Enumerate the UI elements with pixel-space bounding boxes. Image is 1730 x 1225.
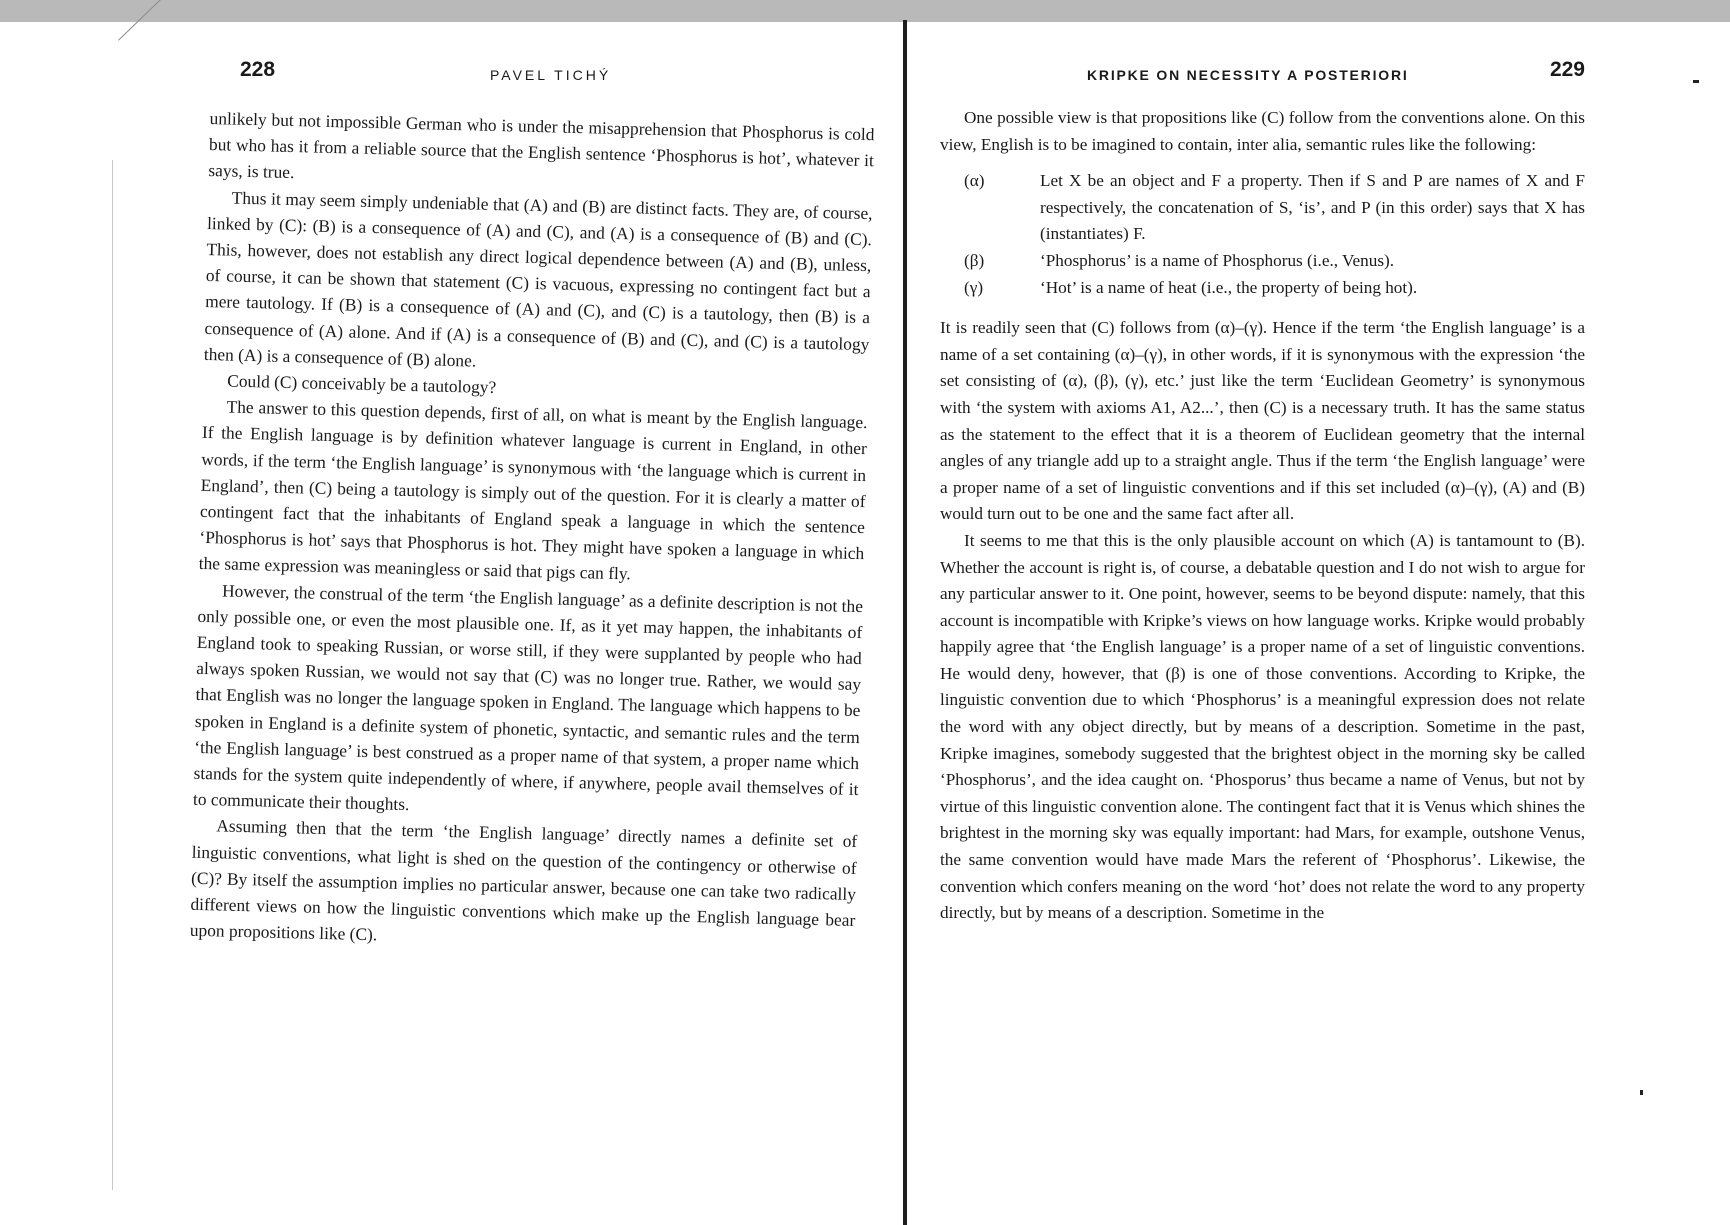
right-page-body [940,105,1585,927]
book-gutter [903,20,907,1225]
left-paragraph-3: Could (C) conceivably be a tautology? [227,370,497,398]
rule-text: Let X be an object and F a property. Then if S and P are names of X and F respectively, the concatenation of S, ‘is’, and P (in this order) says that X has (instantiates) F. [1040,171,1585,244]
left-running-head [210,50,875,105]
right-running-head [940,50,1585,105]
right-intro-paragraph: One possible view is that propositions like (C) follow from the conventions alone. On this view, English is to be imagined to contain, inter alia, semantic rules like the following: [940,108,1585,154]
rule-label: (β) [964,250,985,270]
rule-gamma [940,275,1585,302]
left-paragraph-5: However, the construal of the term ‘the English language’ as a definite description is not the only possible one, or even the most plausible one. If, as it yet may happen, the inhabitants of England took to speaking Russian, or worse still, if they were supplanted by people who had always spoken Russian, we would not say that (C) was no longer true. Rather, we would say that English was no longer the language spoken in England. The language which happens to be spoken in England is a definite system of phonetic, syntactic, and semantic rules and the term ‘the English language’ is best construed as a proper name of that system, a proper name which stands for the system quite independently of where, if anywhere, people avail themselves of it to communicate their thoughts. [192,580,864,815]
left-page-number: 228 [240,58,276,81]
right-page [940,50,1585,927]
rule-text: ‘Hot’ is a name of heat (i.e., the property of being hot). [1040,277,1418,297]
left-paragraph-2: Thus it may seem simply undeniable that (A) and (B) are distinct facts. They are, of course, linked by (C): (B) is a consequence of (A) and (C), and (A) is a consequence of (B) and (C). This, however, does not establish any direct logical dependence between (A) and (B), unless, of course, it can be shown that statement (C) is vacuous, expressing no contingent fact but a mere tautology. If (B) is a consequence of (A) and (C), and (C) is a tautology, then (B) is a consequence of (A) alone. And if (A) is a consequence of (B) and (C), and (C) is a tautology then (A) is a consequence of (B) alone. [203,187,873,371]
page-edge-line [112,160,113,1190]
semantic-rules-list [940,168,1585,301]
left-page [189,50,875,945]
left-header-author: PAVEL TICHÝ [490,67,612,83]
scan-speck [1693,80,1699,83]
rule-label: (α) [964,171,985,191]
right-header-title: KRIPKE ON NECESSITY A POSTERIORI [1087,67,1409,83]
scan-speck [1640,1090,1643,1095]
right-paragraph-1: It is readily seen that (C) follows from (α)–(γ). Hence if the term ‘the English language’ is a name of a set containing (α)–(γ), in other words, if it is synonymous with the expression ‘the set consisting of (α), (β), (γ), etc.’ just like the term ‘Euclidean Geometry’ is synonymous with ‘the system with axioms A1, A2...’, then (C) is a necessary truth. It has the same status as the statement to the effect that it is a theorem of Euclidean geometry that the internal angles of any triangle add up to a straight angle. Thus if the term ‘the English language’ were a proper name of a set of linguistic conventions and if this set included (α)–(γ), (A) and (B) would turn out to be one and the same fact after all. [940,318,1585,524]
left-paragraph-6: Assuming then that the term ‘the English language’ directly names a definite set of linguistic conventions, what light is shed on the question of the contingency or otherwise of (C)? By itself the assumption implies no particular answer, because one can take two radically different views on how the linguistic conventions which make up the English language bear upon propositions like (C). [189,815,858,945]
left-page-body [190,105,875,959]
rule-alpha [940,168,1585,248]
scanner-top-strip [0,0,1730,22]
right-paragraph-2: It seems to me that this is the only plausible account on which (A) is tantamount to (B). Whether the account is right is, of course, a debatable question and I do not wish to argue for any particular answer to it. One point, however, seems to be beyond dispute: namely, that this account is incompatible with Kripke’s views on how language works. Kripke would probably happily agree that ‘the English language’ is a proper name of a set of linguistic conventions. He would deny, however, that (β) is one of those conventions. According to Kripke, the linguistic convention due to which ‘Phosphorus’ is a meaningful expression does not relate the word with any object directly, but by means of a description. Sometime in the past, Kripke imagines, somebody suggested that the brightest object in the morning sky be called ‘Phosphorus’, and the idea caught on. ‘Phosporus’ thus became a name of Venus, but not by virtue of this linguistic convention alone. The contingent fact that it is Venus which shines the brightest in the morning sky was equally important: had Mars, for example, outshone Venus, the same convention would have made Mars the referent of ‘Phosphorus’. Likewise, the convention which confers meaning on the word ‘hot’ does not relate the word to any property directly, but by means of a description. Sometime in the [940,530,1585,923]
right-page-number: 229 [1549,58,1585,81]
left-paragraph-4: The answer to this question depends, first of all, on what is meant by the English language. If the English language is by definition whatever language is current in England, in other words, if the term ‘the English language’ is synonymous with ‘the language which is current in England’, then (C) being a tautology is simply out of the question. For it is clearly a matter of contingent fact that the inhabitants of England speak a language in which the sentence ‘Phosphorus is hot’ says that Phosphorus is hot. They might have spoken a language in which the same expression was meaningless or said that pigs can fly. [198,396,868,584]
rule-label: (γ) [964,277,984,297]
rule-text: ‘Phosphorus’ is a name of Phosphorus (i.e., Venus). [1040,250,1395,270]
left-paragraph-1: unlikely but not impossible German who is under the misapprehension that Phosphorus is cold but who has it from a reliable source that the English sentence ‘Phosphorus is hot’, whatever it says, is true. [208,107,875,183]
rule-beta [940,248,1585,275]
